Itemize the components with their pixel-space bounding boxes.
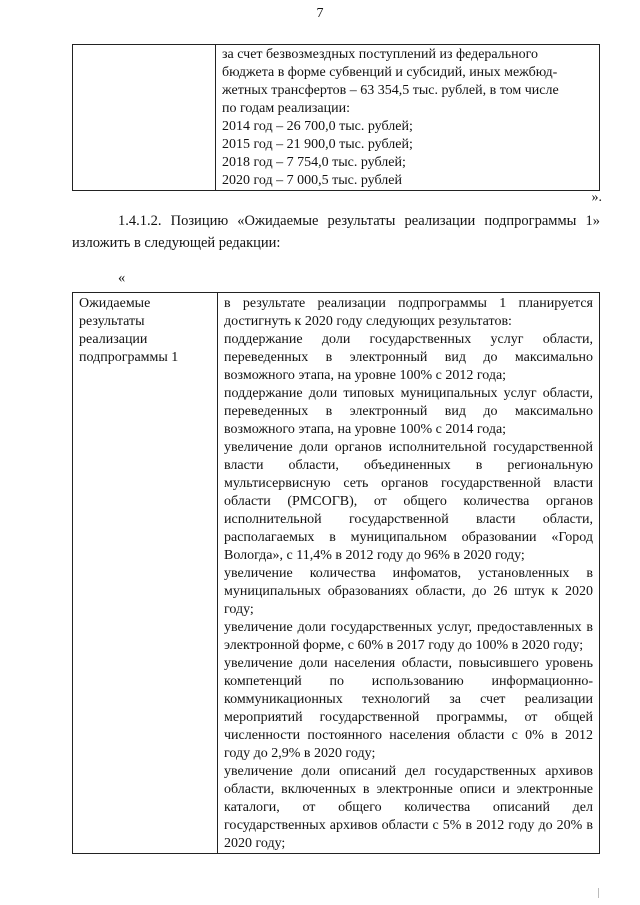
result-item: увеличение доли государственных услуг, предоставленных в электронной форме, с 60% в 2017 году до 100% в 2020 году;: [224, 620, 593, 653]
amendment-paragraph: 1.4.1.2. Позицию «Ожидаемые результаты реализации подпрограммы 1» изложить в следующей редакции:: [72, 213, 600, 251]
funding-line: за счет безвозмездных поступлений из федерального: [222, 47, 539, 62]
opening-quote: «: [118, 270, 126, 286]
results-table-content-cell: [218, 293, 600, 854]
result-item: увеличение доли описаний дел государственных архивов области, включенных в электронные описи и электронные каталоги, от общего количества описаний дел государственных архивов области с 5% в 2012 году до 20% в 2020 году;: [224, 764, 593, 851]
funding-table: [72, 44, 600, 191]
funding-line: по годам реализации:: [222, 101, 350, 116]
result-item: поддержание доли государственных услуг области, переведенных в электронный вид до максимально возможного этапа, на уровне 100% с 2012 года;: [224, 332, 593, 383]
page-edge-mark: [598, 888, 599, 898]
page-number: 7: [316, 6, 324, 21]
closing-quote: ».: [591, 190, 602, 205]
result-item: увеличение доли населения области, повысившего уровень компетенций по использованию информационно-коммуникационных технологий за счет реализации мероприятий государственной программы, от общей численности постоянного населения области с 0% в 2012 году до 2,9% в 2020 году;: [224, 656, 593, 761]
result-item: увеличение количества инфоматов, установленных в муниципальных образованиях области, до 26 штук к 2020 году;: [224, 566, 593, 617]
funding-line: 2015 год – 21 900,0 тыс. рублей;: [222, 137, 413, 152]
result-item: в результате реализации подпрограммы 1 планируется достигнуть к 2020 году следующих результатов:: [224, 296, 593, 329]
result-item: увеличение доли органов исполнительной государственной власти области, объединенных в региональную мультисервисную сеть органов государственной власти области (РМСОГВ), от общего количества органов исполнительной государственной власти области, располагаемых в муниципальном образовании «Город Вологда», с 11,4% в 2012 году до 96% в 2020 году;: [224, 440, 593, 563]
funding-line: 2018 год – 7 754,0 тыс. рублей;: [222, 155, 406, 170]
result-item: поддержание доли типовых муниципальных услуг области, переведенных в электронный вид до максимально возможного этапа, на уровне 100% с 2014 года;: [224, 386, 593, 437]
funding-table-content-cell: [216, 45, 600, 191]
results-label: Ожидаемые результаты реализации подпрограммы 1: [79, 296, 179, 365]
funding-table-label-cell: [73, 45, 216, 191]
results-table: [72, 292, 600, 854]
funding-line: жетных трансфертов – 63 354,5 тыс. рублей, в том числе: [222, 83, 559, 98]
results-table-label-cell: [73, 293, 218, 854]
funding-line: 2014 год – 26 700,0 тыс. рублей;: [222, 119, 413, 134]
funding-line: бюджета в форме субвенций и субсидий, иных межбюд-: [222, 65, 558, 80]
funding-line: 2020 год – 7 000,5 тыс. рублей: [222, 173, 402, 188]
